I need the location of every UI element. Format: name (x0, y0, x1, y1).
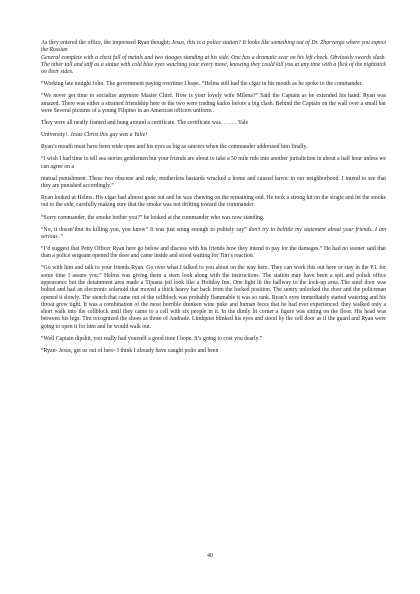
paragraph-text: As they entered the office, the impressed Ryan thought; (41, 40, 172, 46)
paragraph-1 (41, 40, 386, 55)
paragraph-3 (41, 81, 386, 88)
paragraph-text: “No, it doesn’tbut its killing you, you know” It was just smug enough to politely say” (41, 226, 249, 233)
italic-text: Jesus Christ this guy was a Yalie! (70, 132, 148, 139)
paragraph-text: “ (59, 233, 64, 240)
paragraph-12 (41, 227, 386, 242)
italic-text: Jesus, this is a police station? It looks like something out of Dr. Zharvargo where you expect the Russian (41, 40, 387, 54)
paragraph-text: “Sorry commander, the smoke bother you?” he looked at the commander who was now standing. (41, 214, 265, 221)
paragraph-16 (41, 348, 386, 355)
paragraph-6 (41, 132, 386, 139)
paragraph-text: “Ryan- Jesus, get us out of here- I think I already have caught polio and been (41, 347, 219, 354)
paragraph-text: “We never get time to socialize anymore Master Chief. How is your lovely wife Milena?” Said the Captain as he extended his hand. Ryan was amazed. There was either a strained friendship here or the two were trading (41, 93, 386, 107)
paragraph-10 (41, 195, 386, 210)
paragraph-4 (41, 93, 386, 115)
paragraph-text: Ryan’s mouth must have been wide open and his eyes as big as saucers when the commander addressed him finally. (41, 144, 308, 151)
italic-text: General complete with a chest full of metals and two stooges standing at his side. One has a dramatic scar on his left cheek. Obviously swords slash. The other tall and stiff as a statue with cold blue eyes watching your every move, knowing they could kill you at any time with a flick of the nightstick on their sides. (41, 54, 386, 76)
paragraph-14 (41, 265, 386, 331)
paragraph-text: “Go with him and talk to your friends Ryan. Go over what I talked to you about on the way here. They can work this out here or stay in the P.I. for some time I assure you.” Helms was giving them a stern look along with the instructions. The station may have been a spit and polish office appearance but the detainment area made a Tijuana jail look like a Holiday Inn. One light lit the hallway to the lock-up area. The steel door was bolted and had an electronic solenoid that moved a thick heavy bar back from the locked position. The sentry unlocked the door and the policeman opened it slowly. The stench that came out of the cellblock was probably flammable it was so rank. Ryan’s eyes immediately started watering and his throat grew tight. It was a combination of the most horrible drunken wine puke and human feces that he had ever experienced. they walked only a short walk into the cellblock until they came to a cell with six people in it. In the dimly lit corner a figure was sitting on the floor. His head was between his legs. Tim recognized the shoes as those of Andrade. Lindquist blinked his eyes and stood by the cell door as if the guard and Ryan were going to open it for him and he would walk out. (41, 265, 386, 330)
page-number: 40 (207, 553, 213, 559)
italic-text: don’t try to belittle my statement about your friends. I am serious. (41, 226, 386, 240)
paragraph-15 (41, 336, 386, 343)
paragraph-text: mutual punishment. These two obscene and rude, motherless bastards wracked a home and caused havoc in our neighborhood. I intend to see that they are punished accordingly.” (41, 175, 386, 190)
paragraph-text: before a big clash. Behind the Captain on the wall over a small bar were Several pictures of a young Filipino in an American officers uniform . (41, 100, 386, 114)
paragraph-text: “Working late tonight John. The government paying overtime I hope. “Helms still had the cigar in his mouth as he spoke to the commander. (41, 81, 363, 88)
paragraph-7 (41, 144, 386, 151)
body-text (41, 40, 386, 360)
paragraph-8 (41, 156, 386, 171)
paragraph-text: “Well Captain dipshit, you really had yourself a good time I hope. It’s going to cost you dearly.” (41, 335, 263, 342)
paragraph-text: They were all neatly framed and hung around a certificate. The certificate was. . . . . . Yale (41, 120, 249, 127)
paragraph-2 (41, 55, 386, 77)
paragraph-text: University!. (41, 132, 71, 139)
paragraph-text: “I’d suggest that Petty Officer Ryan here go below and discuss with his friends how they intend to pay for the damages.” He had no sooner said that than a police sergeant opened the door and came inside and stood waiting for Tim’s reaction. (41, 246, 386, 260)
paragraph-text: “I wish I had time to tell sea stories gentlemen but your friends are about to take a 50 mile ride into another jurisdiction in about a half hour unless we can agree on a (41, 156, 386, 170)
paragraph-text: Ryan looked at Helms. His cigar had almost gone out and he was chewing on the remaining end. He took a strong hit on the stogie and let the smoke out to the side, carefully making sure that the smoke was not drifting toward the commander. (41, 195, 386, 209)
italic-text: kudos (216, 100, 231, 107)
paragraph-5 (41, 120, 386, 127)
paragraph-13 (41, 246, 386, 261)
paragraph-11 (41, 215, 386, 222)
paragraph-9 (41, 176, 386, 191)
